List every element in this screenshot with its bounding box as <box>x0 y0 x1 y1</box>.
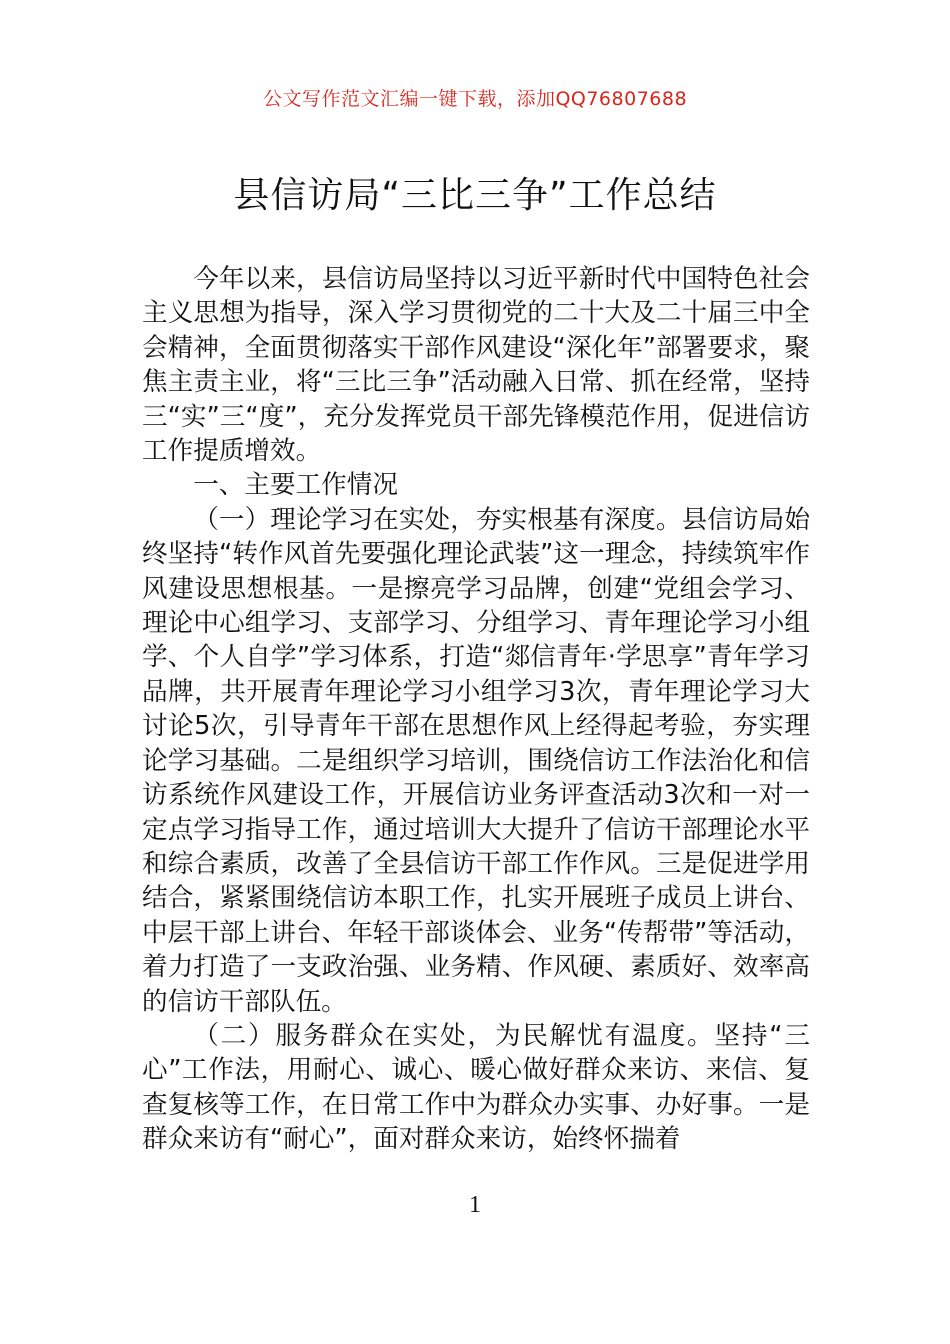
intro-paragraph: 今年以来，县信访局坚持以习近平新时代中国特色社会主义思想为指导，深入学习贯彻党的二十大及二十届三中全会精神，全面贯彻落实干部作风建设“深化年”部署要求，聚焦主责主业，将“三比三争”活动融入日常、抓在经常，坚持三“实”三“度”，充分发挥党员干部先锋模范作用，促进信访工作提质增效。 <box>142 264 810 467</box>
section-heading: 一、主要工作情况 <box>193 470 398 501</box>
page-number: 1 <box>469 1192 481 1218</box>
document-body <box>142 262 810 1157</box>
document-title: 县信访局“三比三争”工作总结 <box>233 175 717 216</box>
body-paragraph: （二）服务群众在实处，为民解忧有温度。坚持“三心”工作法，用耐心、诚心、暖心做好群众来访、来信、复查复核等工作，在日常工作中为群众办实事、办好事。一是群众来访有“耐心”，面对群众来访，始终怀揣着 <box>142 1020 810 1155</box>
body-paragraph: （一）理论学习在实处，夯实根基有深度。县信访局始终坚持“转作风首先要强化理论武装”这一理念，持续筑牢作风建设思想根基。一是擦亮学习品牌，创建“党组会学习、理论中心组学习、支部学习、分组学习、青年理论学习小组学、个人自学”学习体系，打造“郯信青年·学思享”青年学习品牌，共开展青年理论学习小组学习3次，青年理论学习大讨论5次，引导青年干部在思想作风上经得起考验，夯实理论学习基础。二是组织学习培训，围绕信访工作法治化和信访系统作风建设工作，开展信访业务评查活动3次和一对一定点学习指导工作，通过培训大大提升了信访干部理论水平和综合素质，改善了全县信访干部工作作风。三是促进学用结合，紧紧围绕信访本职工作，扎实开展班子成员上讲台、中层干部上讲台、年轻干部谈体会、业务“传帮带”等活动，着力打造了一支政治强、业务精、作风硬、素质好、效率高的信访干部队伍。 <box>142 504 810 1017</box>
download-notice: 公文写作范文汇编一键下载，添加QQ76807688 <box>262 88 688 110</box>
